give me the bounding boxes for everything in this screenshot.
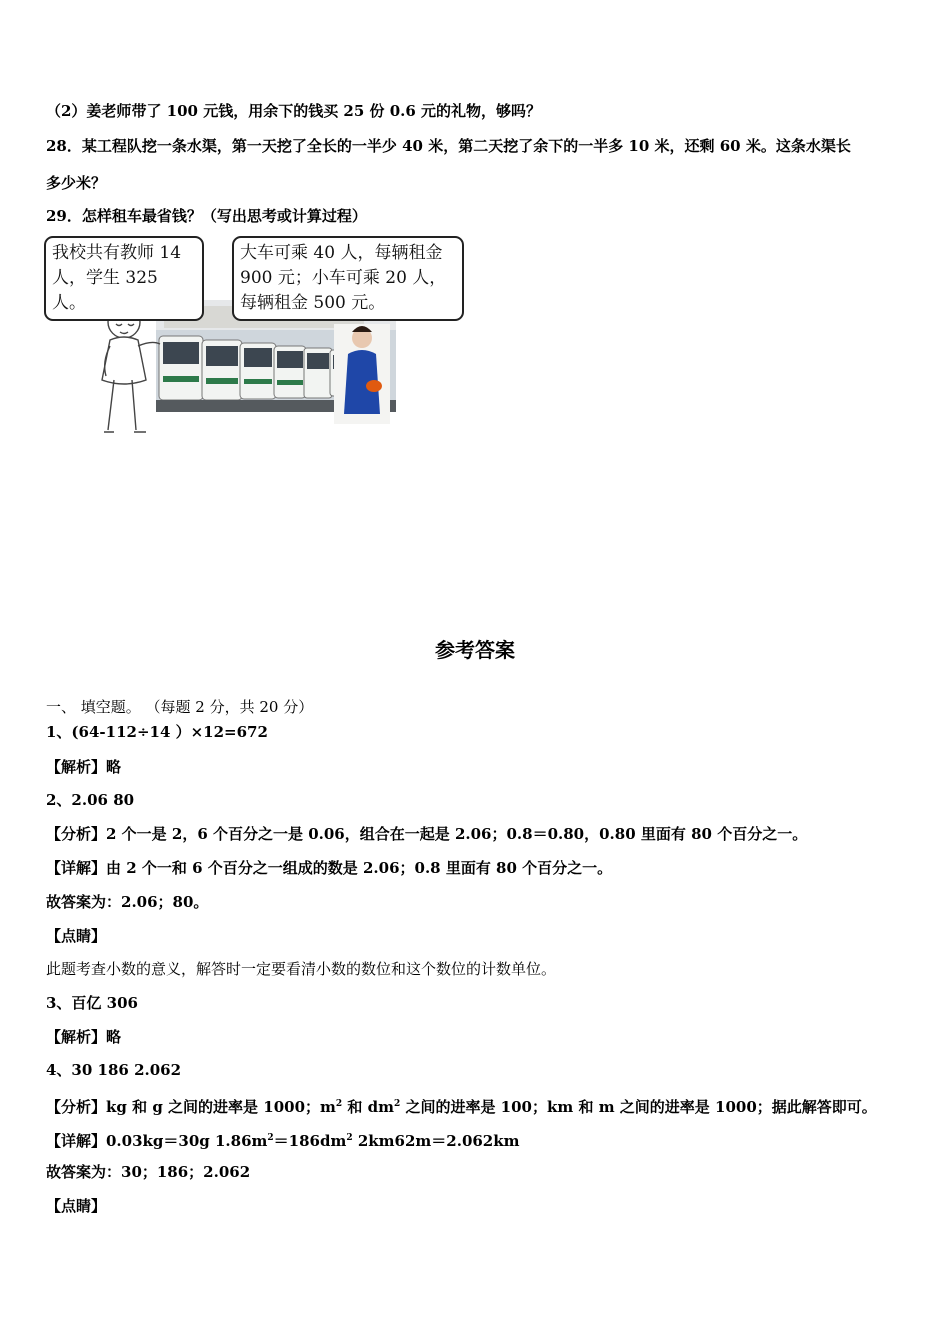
question-28-line-2: 多少米？: [46, 174, 107, 192]
answer-4-analysis: 【分析】kg 和 g 之间的进率是 1000；$m^2$ 和 $dm^2$ 之间的进率是 100；km 和 m 之间的进率是 1000；据此解答即可。: [46, 1098, 877, 1116]
question-27-part-2: （2）姜老师带了 100 元钱，用余下的钱买 25 份 0.6 元的礼物，够吗？: [46, 102, 542, 120]
agent-speech-bubble: 大车可乘 40 人，每辆租金 900 元；小车可乘 20 人， 每辆租金 500 元。: [232, 236, 464, 321]
teacher-speech-bubble: 我校共有教师 14 人，学生 325 人。: [44, 236, 204, 321]
answer-section-title: 参考答案: [435, 638, 515, 662]
answer-4: 4、30 186 2.062: [46, 1061, 182, 1079]
answer-2-comment: 此题考查小数的意义，解答时一定要看清小数的数位和这个数位的计数单位。: [46, 960, 557, 978]
question-29: 29．怎样租车最省钱？（写出思考或计算过程）: [46, 207, 367, 225]
answer-2-result: 故答案为：2.06；80。: [46, 893, 209, 911]
question-28-line-1: 28．某工程队挖一条水渠，第一天挖了全长的一半少 40 米，第二天挖了余下的一半多 10 米，还剩 60 米。这条水渠长: [46, 137, 851, 155]
answer-2-analysis: 【分析】2 个一是 2，6 个百分之一是 0.06，组合在一起是 2.06；0.8＝0.80，0.80 里面有 80 个百分之一。: [46, 825, 808, 843]
answer-1-analysis: 【解析】略: [46, 758, 122, 776]
answer-2: 2、2.06 80: [46, 791, 135, 809]
answer-2-comment-label: 【点睛】: [46, 927, 107, 945]
answer-3: 3、百亿 306: [46, 994, 138, 1012]
answer-4-result: 故答案为：30；186；2.062: [46, 1163, 251, 1181]
answer-3-analysis: 【解析】略: [46, 1028, 122, 1046]
bus-rental-illustration: [44, 236, 466, 450]
answer-1: 1、(64-112÷14 ）×12=672: [46, 723, 268, 741]
answer-4-comment-label: 【点睛】: [46, 1197, 107, 1215]
section-1-heading: 一、 填空题。 （每题 2 分，共 20 分）: [46, 698, 314, 716]
answer-4-detail: 【详解】0.03kg＝30g $1.86m^2=186dm^2$ 2km62m＝2.062km: [46, 1132, 520, 1150]
answer-2-detail: 【详解】由 2 个一和 6 个百分之一组成的数是 2.06；0.8 里面有 80 个百分之一。: [46, 859, 613, 877]
